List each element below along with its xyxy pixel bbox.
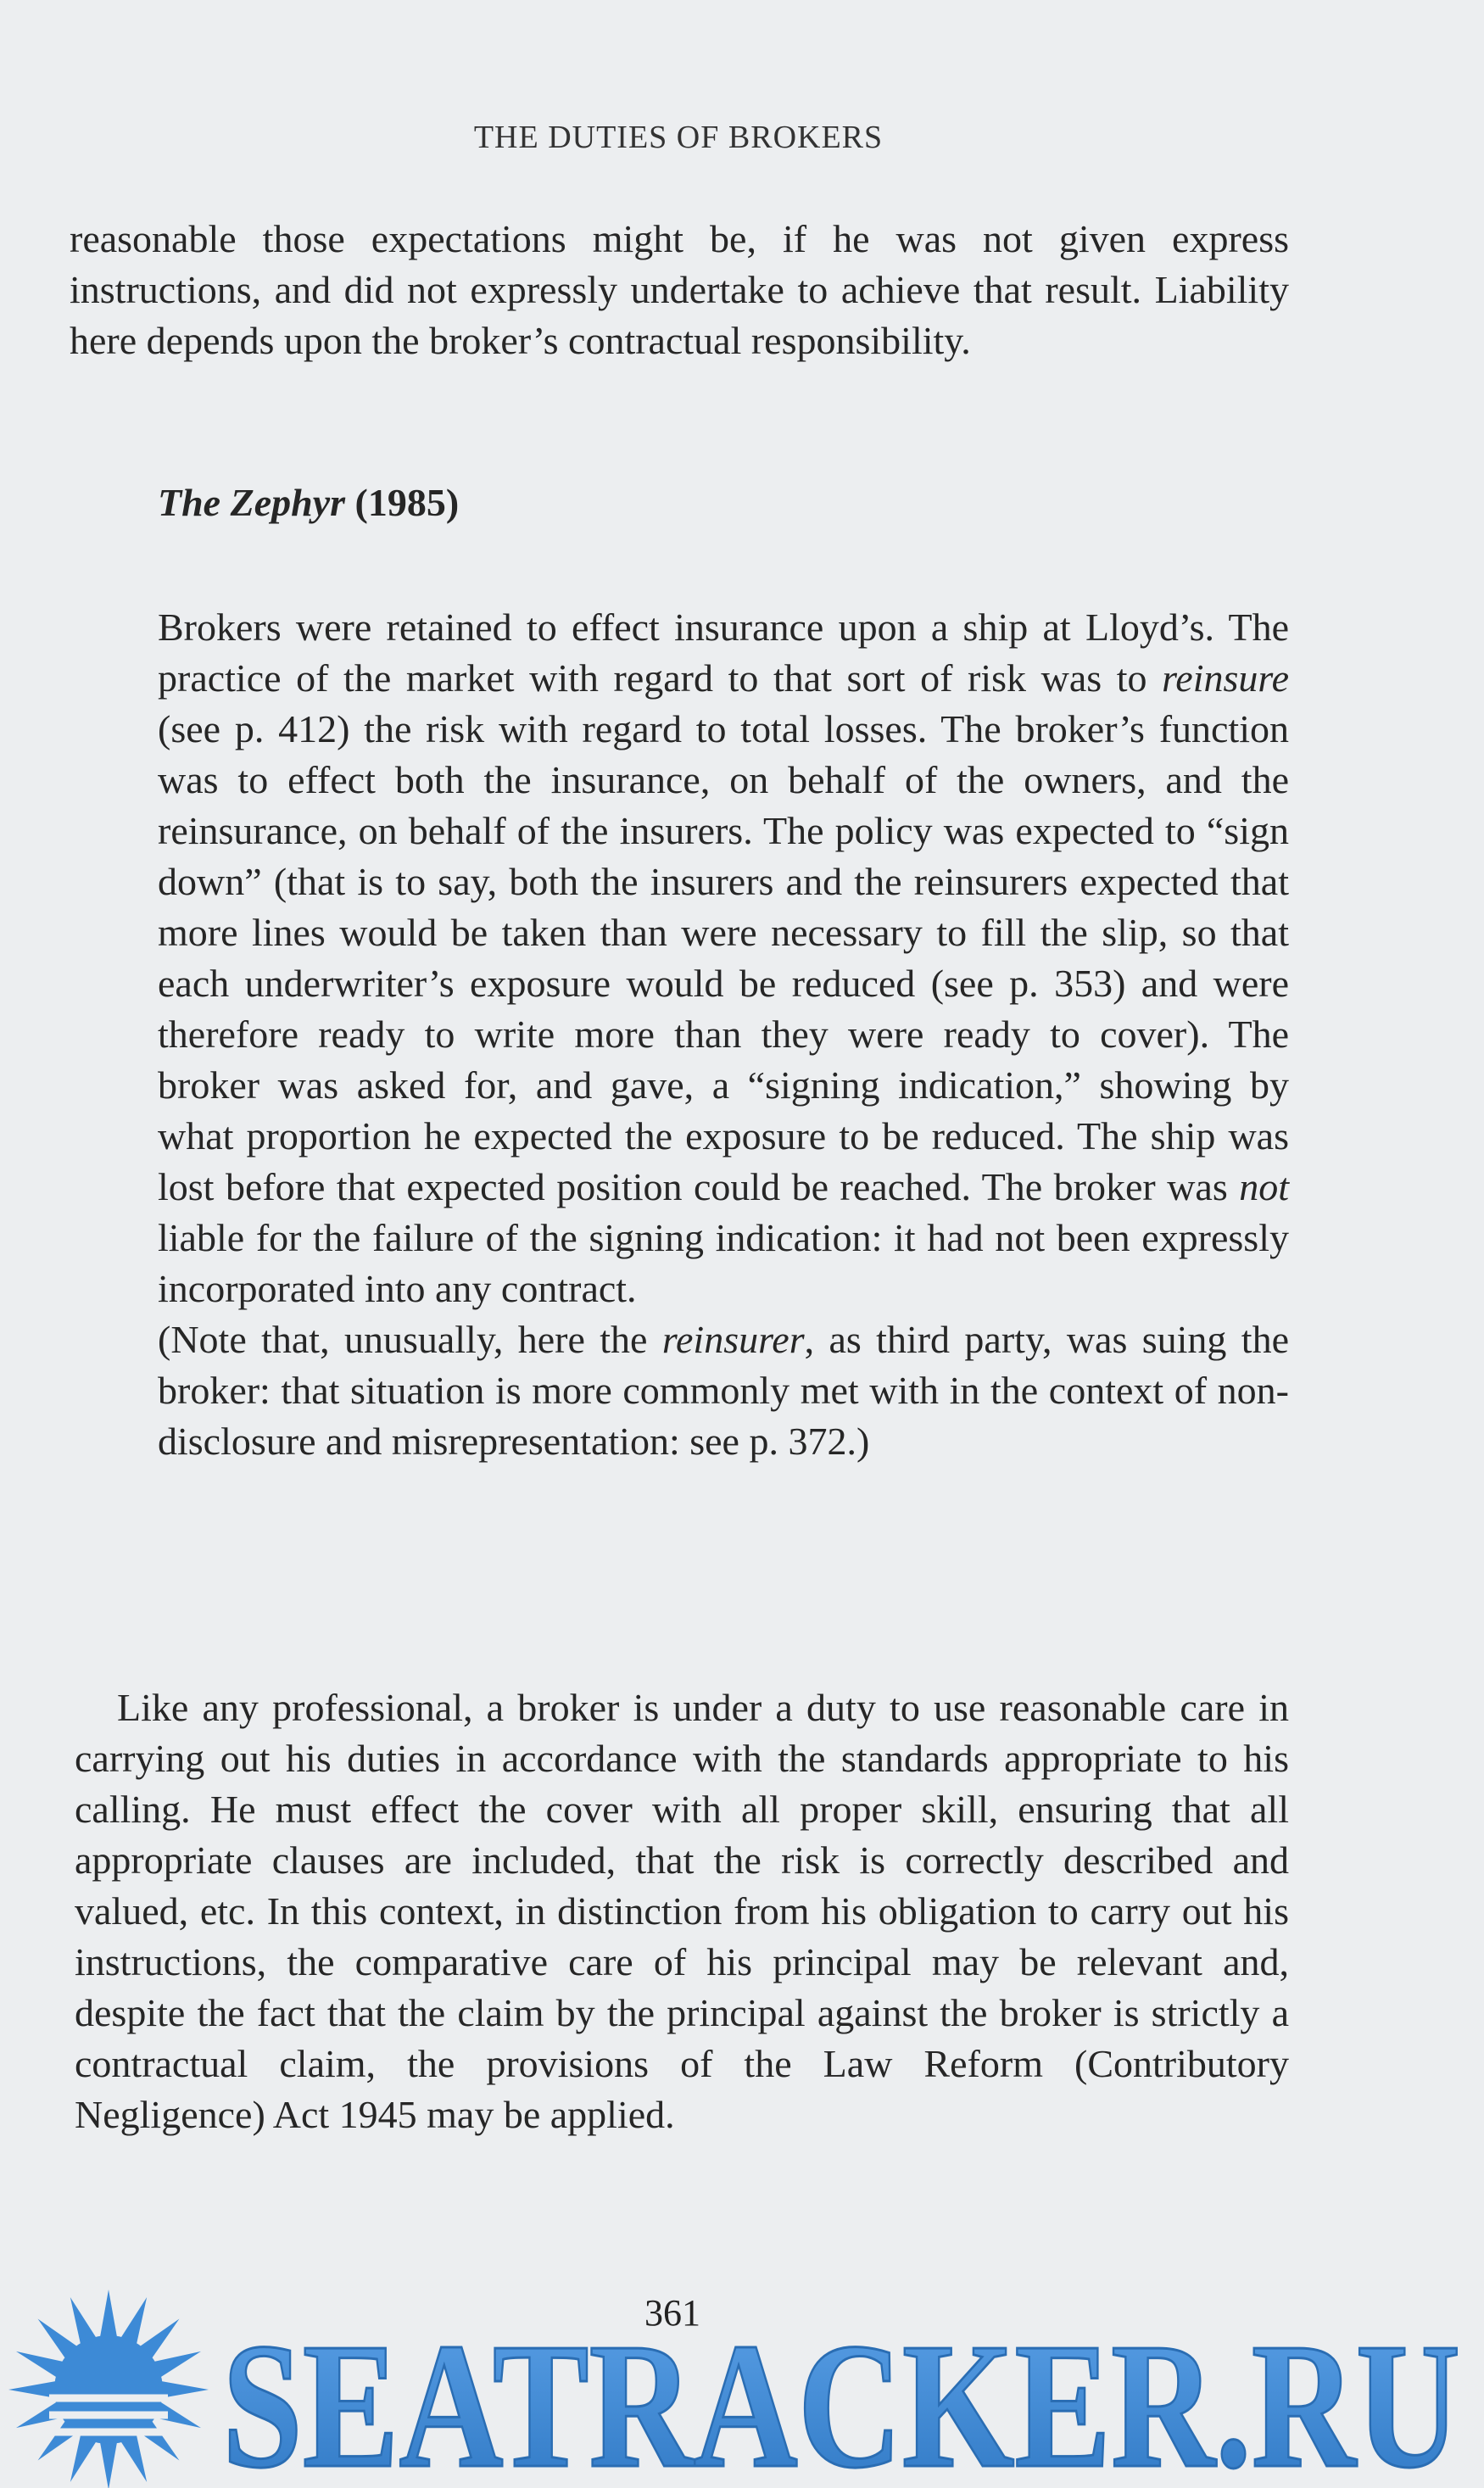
case-body-b: (see p. 412) the risk with regard to total losses. The broker’s function was to effect both the insurance, on behalf of the owners, and the reinsurance, on behalf of the insurers. The policy was expected to “sign down” (that is to say, both the insurers and the reinsurers expected that more lines would be taken than were necessary to fill the slip, so that each underwriter’s exposure would be reduced (see p. 353) and were therefore ready to write more than they were ready to cover). The broker was asked for, and gave, a “signing indication,” showing by what proportion he expected the exposure to be reduced. The ship was lost before that expected position could be reached. The broker was <box>158 707 1289 1208</box>
case-body-b-em: not <box>1239 1165 1289 1208</box>
case-summary <box>158 602 1289 1467</box>
case-note <box>158 1314 1289 1467</box>
case-note-b: , as third party, was suing the broker: that situation is more commonly met with in the context of non-disclosure and misrepresentation: see p. 372.) <box>158 1318 1289 1463</box>
paragraph-3: Like any professional, a broker is under a duty to use reasonable care in carrying out his duties in accordance with the standards appropriate to his calling. He must effect the cover with all proper skill, ensuring that all appropriate clauses are included, that the risk is correctly described and valued, etc. In this context, in distinction from his obligation to carry out his instructions, the comparative care of his principal may be relevant and, despite the fact that the claim by the principal against the broker is strictly a contractual claim, the provisions of the Law Reform (Contributory Negligence) Act 1945 may be applied. <box>75 1686 1289 2136</box>
sun-logo-icon <box>8 2290 209 2488</box>
case-note-a: (Note that, unusually, here the <box>158 1318 662 1361</box>
paragraph-1: reasonable those expectations might be, if he was not given express instructions, and did not expressly undertake to achieve that result. Liability here depends upon the broker’s contractual responsibility. <box>70 217 1289 362</box>
case-note-a-em: reinsurer <box>661 1318 805 1361</box>
case-body-a: Brokers were retained to effect insurance upon a ship at Lloyd’s. The practice of the market with regard to that sort of risk was to <box>158 605 1289 700</box>
case-title <box>158 480 459 525</box>
case-title-year: (1985) <box>354 481 460 524</box>
page-number: 361 <box>644 2292 700 2334</box>
case-body-c: liable for the failure of the signing indication: it had not been expressly incorporated into any contract. <box>158 1216 1289 1310</box>
running-head: THE DUTIES OF BROKERS <box>473 120 884 155</box>
case-title-name: The Zephyr <box>158 481 346 524</box>
watermark <box>0 2264 1484 2488</box>
case-body-a-em: reinsure <box>1162 656 1289 700</box>
watermark-text: SEATRACKER.RU <box>222 2306 1460 2488</box>
